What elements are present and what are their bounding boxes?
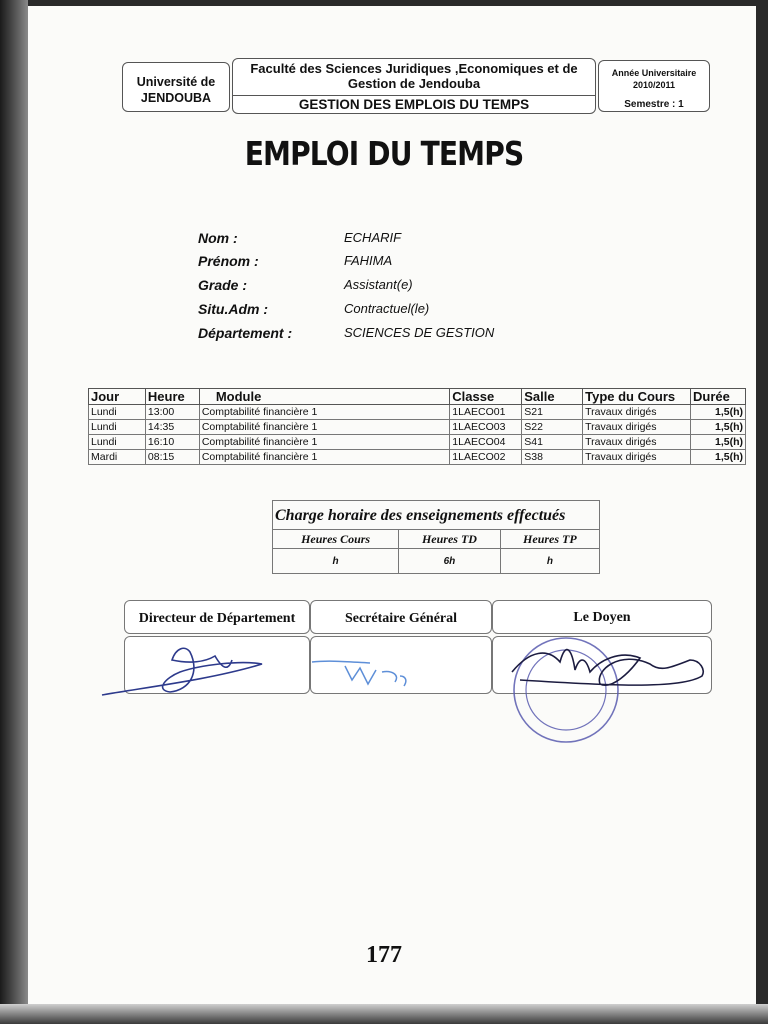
charge-header-cours: Heures Cours [273,530,399,549]
cell-jour: Lundi [89,405,146,420]
cell-jour: Mardi [89,450,146,465]
grade-value: Assistant(e) [344,277,413,292]
cell-classe: 1LAECO03 [450,420,522,435]
charge-header-tp: Heures TP [500,530,599,549]
cell-duree: 1,5(h) [690,420,745,435]
col-heure: Heure [145,389,199,405]
prenom-value: FAHIMA [344,253,393,268]
cell-salle: S21 [522,405,583,420]
signature-header-secretaire: Secrétaire Général [310,600,492,634]
cell-classe: 1LAECO04 [450,435,522,450]
cell-heure: 13:00 [145,405,199,420]
cell-classe: 1LAECO02 [450,450,522,465]
signature-header-doyen: Le Doyen [492,600,712,634]
charge-value-tp: h [500,549,599,574]
cell-classe: 1LAECO01 [450,405,522,420]
header-subtitle: GESTION DES EMPLOIS DU TEMPS [298,97,530,112]
cell-salle: S41 [522,435,583,450]
cell-salle: S38 [522,450,583,465]
prenom-label: Prénom : [198,253,259,269]
charge-value-cours: h [273,549,399,574]
page-number: 177 [366,942,402,968]
col-type: Type du Cours [583,389,691,405]
col-jour: Jour [89,389,146,405]
cell-salle: S22 [522,420,583,435]
faculty-name: Faculté des Sciences Juridiques ,Economiques et de Gestion de Jendouba [250,61,578,91]
col-duree: Durée [690,389,745,405]
cell-heure: 14:35 [145,420,199,435]
cell-type: Travaux dirigés [583,450,691,465]
cell-module: Comptabilité financière 1 [199,420,449,435]
semester: Semestre : 1 [624,99,684,110]
secretaire-signature [312,661,406,686]
situ-value: Contractuel(le) [344,301,430,316]
department-value: SCIENCES DE GESTION [344,325,495,340]
nom-label: Nom : [198,230,238,246]
directeur-signature [102,648,262,695]
cell-duree: 1,5(h) [690,435,745,450]
cell-jour: Lundi [89,435,146,450]
signature-header-directeur: Directeur de Département [124,600,310,634]
year-value: 2010/2011 [632,80,676,90]
department-label: Département : [198,325,293,341]
university-name: Université de JENDOUBA [136,75,216,105]
cell-module: Comptabilité financière 1 [199,450,449,465]
charge-title: Charge horaire des enseignements effectués [272,500,600,529]
cell-type: Travaux dirigés [583,405,691,420]
nom-value: ECHARIF [344,230,402,245]
col-salle: Salle [522,389,583,405]
cell-type: Travaux dirigés [583,435,691,450]
grade-label: Grade : [198,277,248,293]
cell-jour: Lundi [89,420,146,435]
cell-duree: 1,5(h) [690,450,745,465]
cell-type: Travaux dirigés [583,420,691,435]
charge-value-td: 6h [399,549,501,574]
col-classe: Classe [450,389,522,405]
cell-heure: 16:10 [145,435,199,450]
cell-module: Comptabilité financière 1 [199,405,449,420]
cell-duree: 1,5(h) [690,405,745,420]
col-module: Module [199,389,449,405]
doyen-signature [512,650,703,686]
doyen-stamp [514,638,618,742]
year-label: Année Universitaire [611,68,697,78]
page-title: EMPLOI DU TEMPS [244,134,524,173]
cell-heure: 08:15 [145,450,199,465]
cell-module: Comptabilité financière 1 [199,435,449,450]
situ-label: Situ.Adm : [198,301,268,317]
charge-header-td: Heures TD [399,530,501,549]
